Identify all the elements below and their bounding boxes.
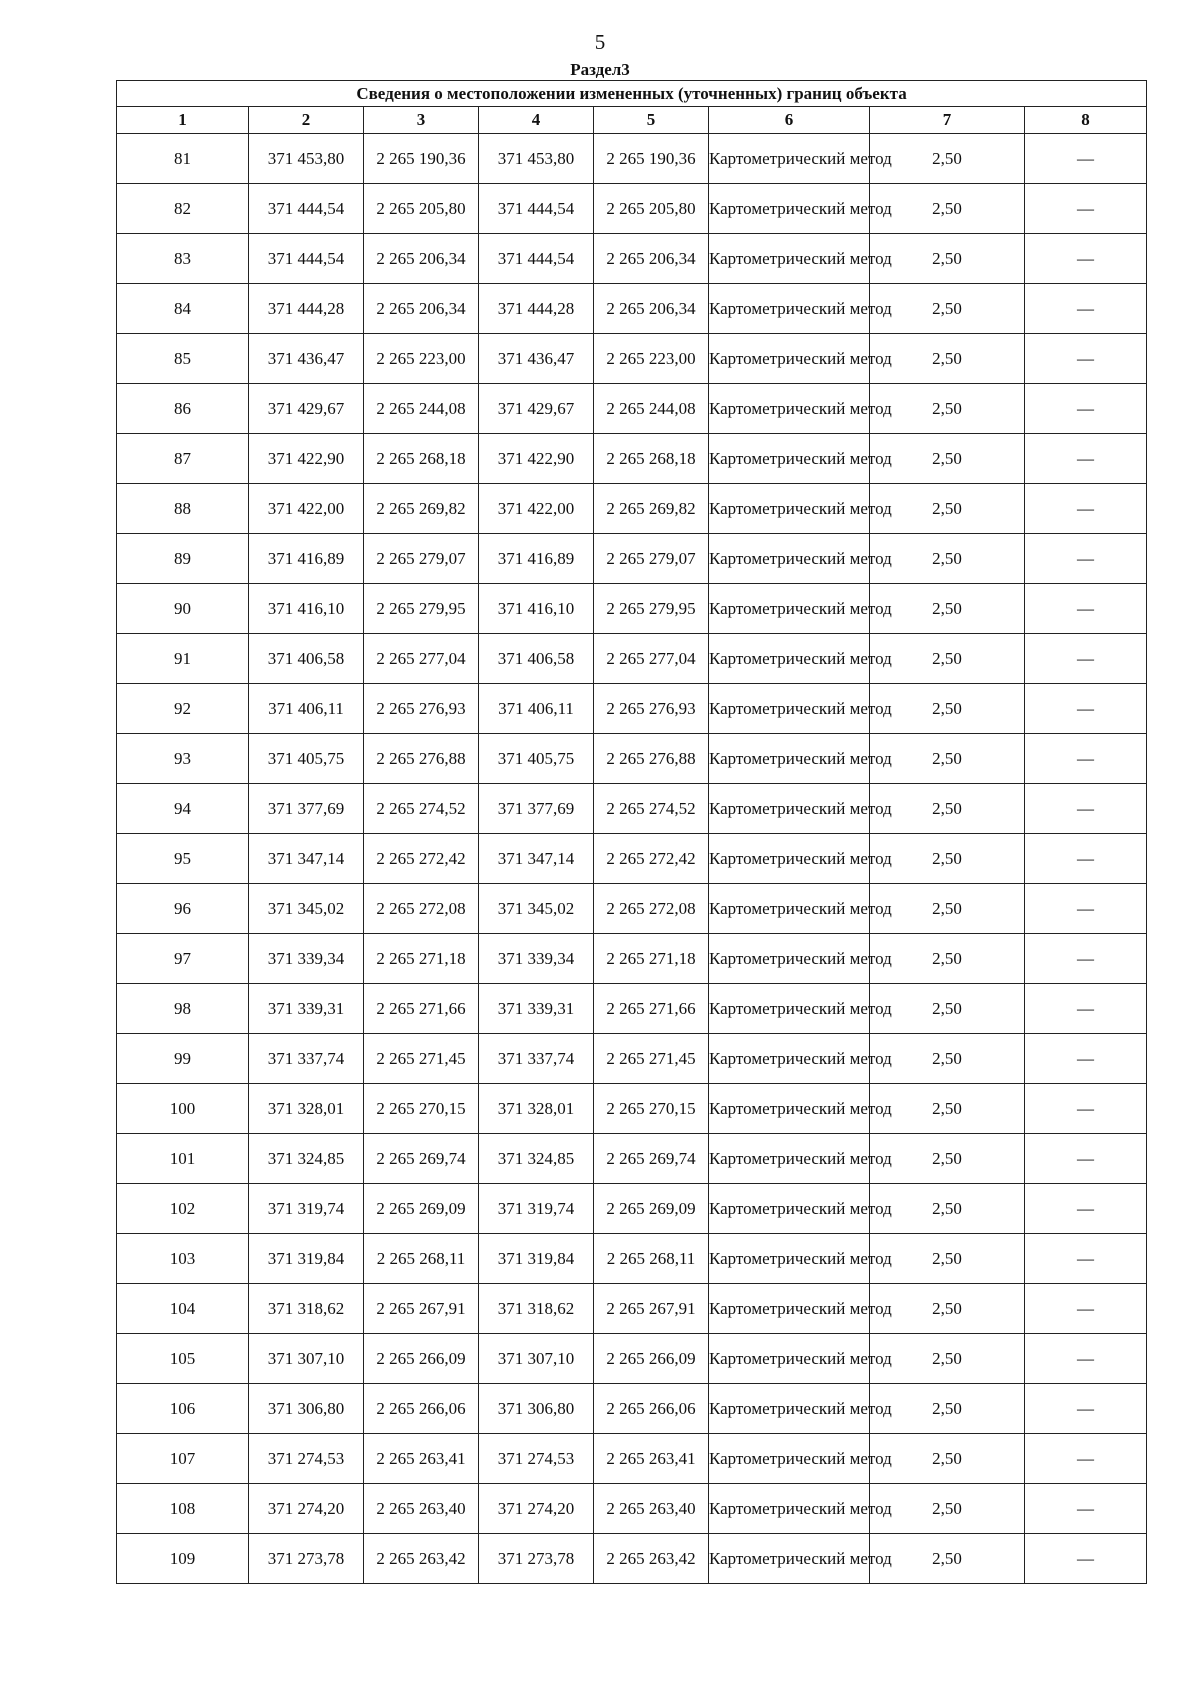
- cell-point-number: 90: [117, 584, 249, 634]
- cell-point-number: 83: [117, 234, 249, 284]
- cell-y-existing: 2 265 279,95: [364, 584, 479, 634]
- cell-accuracy: 2,50: [870, 834, 1025, 884]
- cell-point-number: 81: [117, 134, 249, 184]
- cell-method: Картометрический метод: [709, 1134, 870, 1184]
- cell-y-existing: 2 265 269,82: [364, 484, 479, 534]
- cell-y-new: 2 265 206,34: [594, 234, 709, 284]
- cell-method: Картометрический метод: [709, 134, 870, 184]
- cell-y-new: 2 265 272,08: [594, 884, 709, 934]
- cell-y-new: 2 265 267,91: [594, 1284, 709, 1334]
- cell-accuracy: 2,50: [870, 534, 1025, 584]
- cell-description: —: [1025, 1334, 1147, 1384]
- cell-point-number: 108: [117, 1484, 249, 1534]
- cell-y-existing: 2 265 268,11: [364, 1234, 479, 1284]
- cell-x-existing: 371 444,54: [249, 184, 364, 234]
- cell-accuracy: 2,50: [870, 1534, 1025, 1584]
- cell-description: —: [1025, 384, 1147, 434]
- cell-method: Картометрический метод: [709, 584, 870, 634]
- cell-description: —: [1025, 784, 1147, 834]
- table-row: [117, 1484, 1147, 1534]
- cell-accuracy: 2,50: [870, 1434, 1025, 1484]
- cell-point-number: 106: [117, 1384, 249, 1434]
- cell-y-existing: 2 265 267,91: [364, 1284, 479, 1334]
- cell-y-existing: 2 265 223,00: [364, 334, 479, 384]
- cell-description: —: [1025, 1534, 1147, 1584]
- cell-description: —: [1025, 584, 1147, 634]
- cell-accuracy: 2,50: [870, 434, 1025, 484]
- cell-y-new: 2 265 279,95: [594, 584, 709, 634]
- cell-y-existing: 2 265 263,42: [364, 1534, 479, 1584]
- cell-y-existing: 2 265 266,06: [364, 1384, 479, 1434]
- table-row: [117, 384, 1147, 434]
- cell-point-number: 102: [117, 1184, 249, 1234]
- cell-method: Картометрический метод: [709, 784, 870, 834]
- cell-point-number: 109: [117, 1534, 249, 1584]
- column-number-8: 8: [1025, 107, 1147, 134]
- cell-description: —: [1025, 234, 1147, 284]
- table-row: [117, 734, 1147, 784]
- cell-x-existing: 371 345,02: [249, 884, 364, 934]
- cell-x-new: 371 274,20: [479, 1484, 594, 1534]
- cell-y-new: 2 265 205,80: [594, 184, 709, 234]
- cell-x-new: 371 377,69: [479, 784, 594, 834]
- cell-y-existing: 2 265 269,09: [364, 1184, 479, 1234]
- cell-point-number: 107: [117, 1434, 249, 1484]
- cell-method: Картометрический метод: [709, 684, 870, 734]
- cell-accuracy: 2,50: [870, 634, 1025, 684]
- cell-description: —: [1025, 884, 1147, 934]
- cell-method: Картометрический метод: [709, 1434, 870, 1484]
- cell-x-existing: 371 274,53: [249, 1434, 364, 1484]
- cell-x-new: 371 405,75: [479, 734, 594, 784]
- cell-x-new: 371 416,10: [479, 584, 594, 634]
- cell-accuracy: 2,50: [870, 134, 1025, 184]
- cell-x-existing: 371 406,58: [249, 634, 364, 684]
- cell-y-new: 2 265 271,18: [594, 934, 709, 984]
- cell-method: Картометрический метод: [709, 1234, 870, 1284]
- cell-y-new: 2 265 276,88: [594, 734, 709, 784]
- cell-x-existing: 371 422,00: [249, 484, 364, 534]
- cell-x-existing: 371 337,74: [249, 1034, 364, 1084]
- cell-x-existing: 371 453,80: [249, 134, 364, 184]
- cell-method: Картометрический метод: [709, 284, 870, 334]
- cell-point-number: 86: [117, 384, 249, 434]
- cell-description: —: [1025, 434, 1147, 484]
- table-row: [117, 284, 1147, 334]
- cell-x-existing: 371 306,80: [249, 1384, 364, 1434]
- cell-x-existing: 371 319,74: [249, 1184, 364, 1234]
- cell-method: Картометрический метод: [709, 534, 870, 584]
- cell-method: Картометрический метод: [709, 1384, 870, 1434]
- cell-method: Картометрический метод: [709, 184, 870, 234]
- column-number-6: 6: [709, 107, 870, 134]
- cell-method: Картометрический метод: [709, 484, 870, 534]
- cell-x-existing: 371 307,10: [249, 1334, 364, 1384]
- cell-point-number: 99: [117, 1034, 249, 1084]
- cell-accuracy: 2,50: [870, 334, 1025, 384]
- table-row: [117, 1434, 1147, 1484]
- table-caption: Сведения о местоположении измененных (уточненных) границ объекта: [117, 81, 1147, 107]
- cell-x-new: 371 345,02: [479, 884, 594, 934]
- cell-y-new: 2 265 269,09: [594, 1184, 709, 1234]
- column-number-7: 7: [870, 107, 1025, 134]
- cell-y-new: 2 265 206,34: [594, 284, 709, 334]
- cell-method: Картометрический метод: [709, 984, 870, 1034]
- cell-point-number: 98: [117, 984, 249, 1034]
- column-number-1: 1: [117, 107, 249, 134]
- cell-x-existing: 371 416,10: [249, 584, 364, 634]
- cell-description: —: [1025, 834, 1147, 884]
- cell-x-existing: 371 405,75: [249, 734, 364, 784]
- cell-x-new: 371 453,80: [479, 134, 594, 184]
- cell-y-existing: 2 265 244,08: [364, 384, 479, 434]
- cell-accuracy: 2,50: [870, 1284, 1025, 1334]
- cell-method: Картометрический метод: [709, 334, 870, 384]
- cell-method: Картометрический метод: [709, 834, 870, 884]
- cell-x-new: 371 328,01: [479, 1084, 594, 1134]
- cell-y-existing: 2 265 276,88: [364, 734, 479, 784]
- cell-x-new: 371 422,00: [479, 484, 594, 534]
- cell-method: Картометрический метод: [709, 884, 870, 934]
- cell-x-new: 371 444,28: [479, 284, 594, 334]
- column-number-4: 4: [479, 107, 594, 134]
- cell-y-existing: 2 265 263,40: [364, 1484, 479, 1534]
- cell-y-new: 2 265 263,42: [594, 1534, 709, 1584]
- cell-y-new: 2 265 271,45: [594, 1034, 709, 1084]
- cell-accuracy: 2,50: [870, 234, 1025, 284]
- table-row: [117, 1084, 1147, 1134]
- cell-point-number: 103: [117, 1234, 249, 1284]
- table-row: [117, 184, 1147, 234]
- column-number-row: [117, 107, 1147, 134]
- cell-description: —: [1025, 1284, 1147, 1334]
- cell-point-number: 84: [117, 284, 249, 334]
- cell-x-existing: 371 416,89: [249, 534, 364, 584]
- cell-x-new: 371 416,89: [479, 534, 594, 584]
- cell-accuracy: 2,50: [870, 184, 1025, 234]
- cell-y-new: 2 265 223,00: [594, 334, 709, 384]
- cell-y-new: 2 265 263,40: [594, 1484, 709, 1534]
- cell-x-new: 371 337,74: [479, 1034, 594, 1084]
- cell-y-existing: 2 265 190,36: [364, 134, 479, 184]
- cell-accuracy: 2,50: [870, 734, 1025, 784]
- cell-x-new: 371 307,10: [479, 1334, 594, 1384]
- cell-x-existing: 371 324,85: [249, 1134, 364, 1184]
- cell-x-new: 371 339,31: [479, 984, 594, 1034]
- table-row: [117, 834, 1147, 884]
- cell-y-new: 2 265 271,66: [594, 984, 709, 1034]
- cell-accuracy: 2,50: [870, 684, 1025, 734]
- table-row: [117, 584, 1147, 634]
- cell-y-existing: 2 265 270,15: [364, 1084, 479, 1134]
- cell-y-new: 2 265 266,09: [594, 1334, 709, 1384]
- cell-y-new: 2 265 272,42: [594, 834, 709, 884]
- cell-x-new: 371 273,78: [479, 1534, 594, 1584]
- cell-description: —: [1025, 134, 1147, 184]
- cell-point-number: 88: [117, 484, 249, 534]
- cell-description: —: [1025, 1084, 1147, 1134]
- cell-x-existing: 371 328,01: [249, 1084, 364, 1134]
- cell-point-number: 94: [117, 784, 249, 834]
- cell-description: —: [1025, 1134, 1147, 1184]
- cell-x-existing: 371 406,11: [249, 684, 364, 734]
- cell-accuracy: 2,50: [870, 984, 1025, 1034]
- cell-point-number: 100: [117, 1084, 249, 1134]
- cell-y-new: 2 265 244,08: [594, 384, 709, 434]
- cell-description: —: [1025, 184, 1147, 234]
- cell-point-number: 87: [117, 434, 249, 484]
- table-row: [117, 884, 1147, 934]
- cell-description: —: [1025, 1234, 1147, 1284]
- cell-y-existing: 2 265 271,18: [364, 934, 479, 984]
- table-row: [117, 1334, 1147, 1384]
- cell-y-new: 2 265 274,52: [594, 784, 709, 834]
- cell-x-existing: 371 339,34: [249, 934, 364, 984]
- cell-description: —: [1025, 534, 1147, 584]
- cell-x-existing: 371 444,28: [249, 284, 364, 334]
- cell-description: —: [1025, 1184, 1147, 1234]
- table-row: [117, 934, 1147, 984]
- cell-x-existing: 371 318,62: [249, 1284, 364, 1334]
- cell-x-existing: 371 429,67: [249, 384, 364, 434]
- cell-x-new: 371 306,80: [479, 1384, 594, 1434]
- cell-accuracy: 2,50: [870, 284, 1025, 334]
- cell-description: —: [1025, 984, 1147, 1034]
- cell-y-existing: 2 265 272,08: [364, 884, 479, 934]
- boundary-coordinates-table: [116, 80, 1147, 1584]
- cell-y-existing: 2 265 274,52: [364, 784, 479, 834]
- cell-description: —: [1025, 684, 1147, 734]
- cell-x-new: 371 324,85: [479, 1134, 594, 1184]
- cell-y-new: 2 265 190,36: [594, 134, 709, 184]
- cell-y-existing: 2 265 277,04: [364, 634, 479, 684]
- column-number-5: 5: [594, 107, 709, 134]
- cell-point-number: 95: [117, 834, 249, 884]
- cell-y-existing: 2 265 268,18: [364, 434, 479, 484]
- cell-point-number: 85: [117, 334, 249, 384]
- cell-x-new: 371 406,11: [479, 684, 594, 734]
- cell-x-existing: 371 347,14: [249, 834, 364, 884]
- cell-method: Картометрический метод: [709, 1084, 870, 1134]
- cell-y-new: 2 265 268,11: [594, 1234, 709, 1284]
- table-body: [117, 134, 1147, 1584]
- cell-method: Картометрический метод: [709, 1034, 870, 1084]
- cell-x-existing: 371 274,20: [249, 1484, 364, 1534]
- cell-method: Картометрический метод: [709, 934, 870, 984]
- table-row: [117, 684, 1147, 734]
- cell-y-existing: 2 265 269,74: [364, 1134, 479, 1184]
- cell-description: —: [1025, 484, 1147, 534]
- cell-y-new: 2 265 269,82: [594, 484, 709, 534]
- cell-accuracy: 2,50: [870, 584, 1025, 634]
- cell-accuracy: 2,50: [870, 784, 1025, 834]
- cell-x-new: 371 422,90: [479, 434, 594, 484]
- cell-point-number: 105: [117, 1334, 249, 1384]
- cell-y-new: 2 265 263,41: [594, 1434, 709, 1484]
- cell-y-new: 2 265 276,93: [594, 684, 709, 734]
- cell-x-new: 371 406,58: [479, 634, 594, 684]
- cell-method: Картометрический метод: [709, 634, 870, 684]
- cell-y-new: 2 265 279,07: [594, 534, 709, 584]
- cell-method: Картометрический метод: [709, 734, 870, 784]
- cell-x-new: 371 319,84: [479, 1234, 594, 1284]
- cell-accuracy: 2,50: [870, 1484, 1025, 1534]
- column-number-2: 2: [249, 107, 364, 134]
- cell-y-existing: 2 265 271,45: [364, 1034, 479, 1084]
- cell-accuracy: 2,50: [870, 934, 1025, 984]
- table-row: [117, 134, 1147, 184]
- cell-y-existing: 2 265 272,42: [364, 834, 479, 884]
- table-row: [117, 634, 1147, 684]
- cell-y-new: 2 265 269,74: [594, 1134, 709, 1184]
- cell-y-existing: 2 265 263,41: [364, 1434, 479, 1484]
- cell-description: —: [1025, 334, 1147, 384]
- cell-x-existing: 371 422,90: [249, 434, 364, 484]
- cell-x-new: 371 444,54: [479, 234, 594, 284]
- cell-method: Картометрический метод: [709, 1284, 870, 1334]
- cell-method: Картометрический метод: [709, 234, 870, 284]
- table-row: [117, 1534, 1147, 1584]
- cell-y-new: 2 265 268,18: [594, 434, 709, 484]
- cell-method: Картометрический метод: [709, 384, 870, 434]
- cell-method: Картометрический метод: [709, 434, 870, 484]
- table-row: [117, 1384, 1147, 1434]
- column-number-3: 3: [364, 107, 479, 134]
- cell-x-new: 371 274,53: [479, 1434, 594, 1484]
- cell-accuracy: 2,50: [870, 884, 1025, 934]
- cell-y-new: 2 265 277,04: [594, 634, 709, 684]
- cell-point-number: 93: [117, 734, 249, 784]
- cell-description: —: [1025, 1434, 1147, 1484]
- cell-x-existing: 371 436,47: [249, 334, 364, 384]
- cell-point-number: 92: [117, 684, 249, 734]
- table-row: [117, 484, 1147, 534]
- cell-description: —: [1025, 1384, 1147, 1434]
- cell-point-number: 101: [117, 1134, 249, 1184]
- cell-accuracy: 2,50: [870, 1084, 1025, 1134]
- cell-accuracy: 2,50: [870, 1184, 1025, 1234]
- cell-description: —: [1025, 934, 1147, 984]
- cell-x-new: 371 429,67: [479, 384, 594, 434]
- cell-point-number: 96: [117, 884, 249, 934]
- cell-method: Картометрический метод: [709, 1534, 870, 1584]
- table-row: [117, 1134, 1147, 1184]
- cell-x-new: 371 318,62: [479, 1284, 594, 1334]
- cell-x-existing: 371 444,54: [249, 234, 364, 284]
- cell-description: —: [1025, 284, 1147, 334]
- cell-method: Картометрический метод: [709, 1334, 870, 1384]
- table-row: [117, 234, 1147, 284]
- table-row: [117, 1284, 1147, 1334]
- table-row: [117, 534, 1147, 584]
- section-title: Раздел3: [570, 60, 630, 79]
- cell-description: —: [1025, 734, 1147, 784]
- cell-y-existing: 2 265 206,34: [364, 234, 479, 284]
- cell-accuracy: 2,50: [870, 384, 1025, 434]
- cell-accuracy: 2,50: [870, 1134, 1025, 1184]
- cell-y-existing: 2 265 271,66: [364, 984, 479, 1034]
- cell-description: —: [1025, 1034, 1147, 1084]
- table-row: [117, 1234, 1147, 1284]
- cell-y-existing: 2 265 276,93: [364, 684, 479, 734]
- cell-y-new: 2 265 266,06: [594, 1384, 709, 1434]
- cell-method: Картометрический метод: [709, 1484, 870, 1534]
- cell-x-new: 371 444,54: [479, 184, 594, 234]
- cell-y-existing: 2 265 206,34: [364, 284, 479, 334]
- cell-point-number: 104: [117, 1284, 249, 1334]
- cell-point-number: 97: [117, 934, 249, 984]
- table-row: [117, 784, 1147, 834]
- cell-accuracy: 2,50: [870, 1034, 1025, 1084]
- cell-y-new: 2 265 270,15: [594, 1084, 709, 1134]
- cell-y-existing: 2 265 205,80: [364, 184, 479, 234]
- page-number: 5: [594, 30, 606, 54]
- cell-method: Картометрический метод: [709, 1184, 870, 1234]
- cell-x-existing: 371 273,78: [249, 1534, 364, 1584]
- cell-x-new: 371 436,47: [479, 334, 594, 384]
- cell-accuracy: 2,50: [870, 484, 1025, 534]
- cell-x-new: 371 319,74: [479, 1184, 594, 1234]
- cell-x-existing: 371 377,69: [249, 784, 364, 834]
- cell-accuracy: 2,50: [870, 1234, 1025, 1284]
- cell-description: —: [1025, 1484, 1147, 1534]
- table-row: [117, 984, 1147, 1034]
- cell-accuracy: 2,50: [870, 1334, 1025, 1384]
- cell-point-number: 89: [117, 534, 249, 584]
- cell-x-new: 371 347,14: [479, 834, 594, 884]
- cell-x-existing: 371 339,31: [249, 984, 364, 1034]
- table-row: [117, 434, 1147, 484]
- cell-y-existing: 2 265 266,09: [364, 1334, 479, 1384]
- table-row: [117, 1184, 1147, 1234]
- cell-description: —: [1025, 634, 1147, 684]
- table-row: [117, 1034, 1147, 1084]
- cell-point-number: 91: [117, 634, 249, 684]
- cell-point-number: 82: [117, 184, 249, 234]
- cell-x-new: 371 339,34: [479, 934, 594, 984]
- table-row: [117, 334, 1147, 384]
- cell-y-existing: 2 265 279,07: [364, 534, 479, 584]
- cell-x-existing: 371 319,84: [249, 1234, 364, 1284]
- cell-accuracy: 2,50: [870, 1384, 1025, 1434]
